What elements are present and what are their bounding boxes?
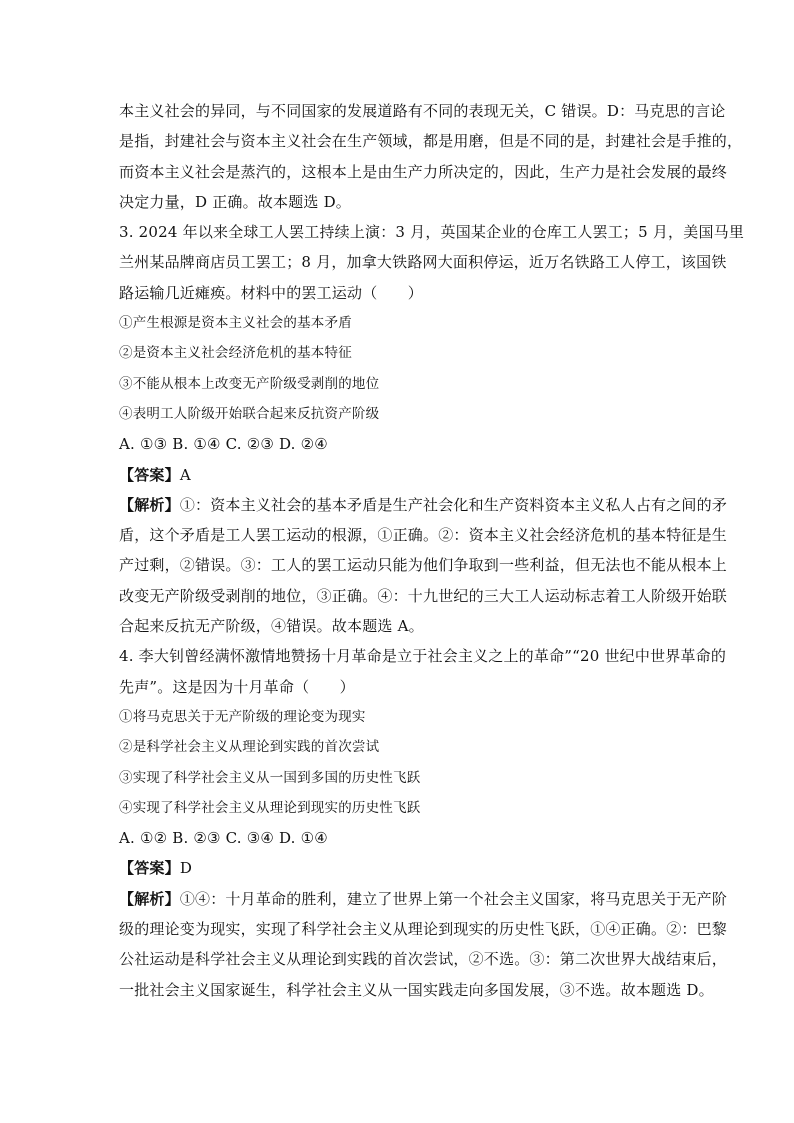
question-4-statement: ②是科学社会主义从理论到实践的首次尝试 (119, 739, 380, 756)
text-line: 本主义社会的异同，与不同国家的发展道路有不同的表现无关，C 错误。D：马克思的言论 (119, 102, 726, 120)
question-3-stem: 3. 2024 年以来全球工人罢工持续上演：3 月，英国某企业的仓库工人罢工；5 月，美国马里 (119, 223, 745, 242)
question-3-analysis: 盾，这个矛盾是工人罢工运动的根源，①正确。②：资本主义社会经济危机的基本特征是生 (119, 526, 728, 545)
question-4-analysis: 一批社会主义国家诞生，科学社会主义从一国实践走向多国发展，③不选。故本题选 D。 (119, 980, 714, 999)
text-line: 是指，封建社会与资本主义社会在生产领域，都是用磨，但是不同的是，封建社会是手推的， (119, 132, 743, 151)
text-line: 决定力量，D 正确。故本题选 D。 (119, 192, 351, 211)
question-3-answer: 【答案】A (119, 465, 191, 484)
question-3-choices: A. ①③ B. ①④ C. ②③ D. ②④ (119, 435, 328, 454)
question-3-statement: ①产生根源是资本主义社会的基本矛盾 (119, 315, 352, 332)
question-3-analysis: 【解析】①：资本主义社会的基本矛盾是生产社会化和生产资料资本主义私人占有之间的矛 (119, 495, 728, 514)
question-4-statement: ①将马克思关于无产阶级的理论变为现实 (119, 708, 366, 725)
analysis-tag: 【解析】 (119, 495, 180, 514)
question-4-analysis: 级的理论变为现实，实现了科学社会主义从理论到现实的历史性飞跃，①④正确。②：巴黎 (119, 920, 728, 939)
question-3-statement: ③不能从根本上改变无产阶级受剥削的地位 (119, 375, 380, 392)
analysis-tag: 【解析】 (119, 889, 180, 908)
question-3-statement: ④表明工人阶级开始联合起来反抗资产阶级 (119, 405, 380, 422)
question-3-analysis: 改变无产阶级受剥削的地位，③正确。④：十九世纪的三大工人运动标志着工人阶级开始联 (119, 586, 728, 605)
text-line: 而资本主义社会是蒸汽的，这根本上是由生产力所决定的，因此，生产力是社会发展的最终 (119, 162, 728, 181)
question-4-stem: 4. 李大钊曾经满怀激情地赞扬十月革命是立于社会主义之上的革命”“20 世纪中世界革命的 (119, 647, 727, 666)
question-4-analysis: 公社运动是科学社会主义从理论到实践的首次尝试，②不选。③：第二次世界大战结束后， (119, 950, 728, 969)
question-4-analysis: 【解析】①④：十月革命的胜利，建立了世界上第一个社会主义国家，将马克思关于无产阶 (119, 889, 728, 908)
answer-tag: 【答案】 (119, 465, 180, 484)
question-3-analysis: 合起来反抗无产阶级，④错误。故本题选 A。 (119, 617, 424, 636)
question-4-stem: 先声”。这是因为十月革命（ ） (119, 677, 355, 696)
question-3-stem: 兰州某品牌商店员工罢工；8 月，加拿大铁路网大面积停运，近万名铁路工人停工，该国铁 (119, 253, 727, 272)
question-4-answer: 【答案】D (119, 859, 193, 878)
question-3-analysis: 产过剩，②错误。③：工人的罢工运动只能为他们争取到一些利益，但无法也不能从根本上 (119, 556, 728, 575)
question-3-statement: ②是资本主义社会经济危机的基本特征 (119, 345, 352, 362)
question-4-statement: ③实现了科学社会主义从一国到多国的历史性飞跃 (119, 769, 421, 786)
document-page (119, 96, 745, 1005)
question-3-stem: 路运输几近瘫痪。材料中的罢工运动（ ） (119, 283, 424, 302)
question-4-statement: ④实现了科学社会主义从理论到现实的历史性飞跃 (119, 799, 421, 816)
question-4-choices: A. ①② B. ②③ C. ③④ D. ①④ (119, 829, 328, 848)
answer-tag: 【答案】 (119, 859, 180, 878)
